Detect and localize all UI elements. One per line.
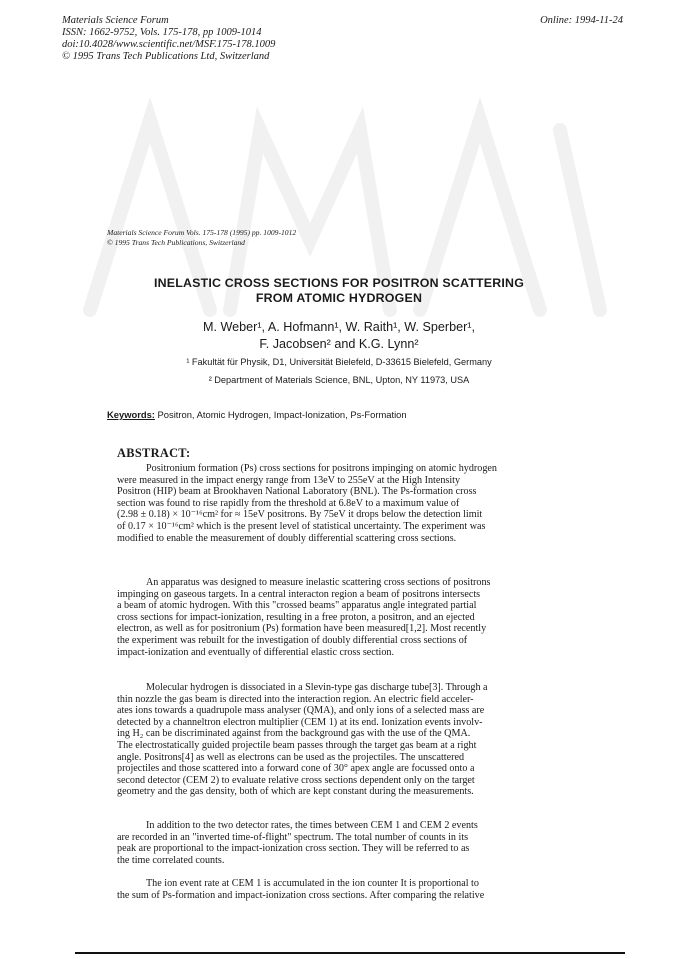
text-line: second detector (CEM 2) to evaluate relative cross sections dependent only on the target [117, 774, 475, 786]
body-paragraph-1 [117, 577, 529, 658]
text-line: Molecular hydrogen is dissociated in a Slevin-type gas discharge tube[3]. Through a [146, 682, 488, 693]
text-line: impact-ionization and eventually of differential elastic cross section. [117, 646, 395, 658]
text-line: are recorded in an "inverted time-of-flight" spectrum. The total number of counts in its [117, 831, 469, 843]
keywords-text: Positron, Atomic Hydrogen, Impact-Ionization, Ps-Formation [154, 409, 407, 420]
watermark [60, 60, 620, 360]
footer-rule [75, 952, 625, 954]
citation-line: © 1995 Trans Tech Publications, Switzerland [107, 238, 245, 247]
journal-copyright: © 1995 Trans Tech Publications Ltd, Switzerland [62, 51, 270, 62]
text-line: thin nozzle the gas beam is directed into the interaction region. An electric field acceler- [117, 693, 474, 705]
body-paragraph-3 [117, 820, 529, 866]
paper-title [0, 276, 678, 306]
text-line: the time correlated counts. [117, 854, 225, 866]
abstract-heading: ABSTRACT: [117, 446, 191, 460]
text-line: (2.98 ± 0.18) × 10⁻¹⁶cm² for ≈ 15eV positrons. By 75eV it drops below the detection limit [117, 509, 483, 521]
title-line: FROM ATOMIC HYDROGEN [255, 291, 423, 305]
text-line: modified to enable the measurement of doubly differential scattering cross sections. [117, 532, 457, 544]
affiliations [0, 353, 678, 389]
keywords [107, 409, 407, 420]
text-line: the experiment was rebuilt for the investigation of doubly differential cross sections of [117, 634, 468, 646]
journal-doi: doi:10.4028/www.scientific.net/MSF.175-178.1009 [62, 39, 276, 50]
text-line: Positron (HIP) beam at Brookhaven National Laboratory (BNL). The Ps-formation cross [117, 486, 477, 498]
body-paragraph-4 [117, 878, 529, 901]
text-line: cross sections for impact-ionization, resulting in a free proton, a positron, and an ejected [117, 611, 475, 623]
online-date: Online: 1994-11-24 [540, 15, 623, 26]
text-line: of 0.17 × 10⁻¹⁶cm² which is the present level of statistical uncertainty. The experiment was [117, 520, 486, 532]
author-list [0, 319, 678, 353]
abstract-text [117, 463, 529, 544]
text-line: An apparatus was designed to measure inelastic scattering cross sections of positrons [146, 577, 491, 588]
text-line: The ion event rate at CEM 1 is accumulated in the ion counter It is proportional to [146, 878, 479, 889]
text-line: detected by a channeltron electron multiplier (CEM 1) at its end. Ionization events involv- [117, 716, 483, 728]
text-line: In addition to the two detector rates, the times between CEM 1 and CEM 2 events [146, 820, 478, 831]
body-paragraph-2 [117, 682, 529, 798]
text-line: impinging on gaseous targets. In a central interacton region a beam of positrons intersects [117, 588, 481, 600]
text-line: peak are proportional to the impact-ionization cross section. They will be referred to as [117, 843, 470, 855]
title-line: INELASTIC CROSS SECTIONS FOR POSITRON SCATTERING [153, 276, 525, 290]
citation-line: Materials Science Forum Vols. 175-178 (1995) pp. 1009-1012 [107, 228, 297, 237]
text-line: geometry and the gas density, both of which are kept constant during the measurements. [117, 786, 474, 798]
text-line: electron, as well as for positronium (Ps) formation have been measured[1,2]. Most recently [117, 623, 487, 635]
text-line: The electrostatically guided projectile beam passes through the target gas beam at a right [117, 739, 477, 751]
keywords-label: Keywords: [107, 409, 155, 420]
text-line: were measured in the impact energy range from 13eV to 255eV at the High Intensity [117, 474, 461, 486]
citation-block [107, 228, 296, 248]
text-line: a beam of atomic hydrogen. With this "crossed beams" apparatus angle integrated partial [117, 600, 477, 612]
text-line: ing H₂ can be discriminated against from the background gas with the use of the QMA. [117, 728, 471, 740]
text-line: Positronium formation (Ps) cross sections for positrons impinging on atomic hydrogen [146, 463, 497, 474]
author-line: M. Weber¹, A. Hofmann¹, W. Raith¹, W. Sperber¹, [202, 320, 475, 334]
affiliation-line: ² Department of Materials Science, BNL, Upton, NY 11973, USA [208, 375, 470, 385]
affiliation-line: ¹ Fakultät für Physik, D1, Universität Bielefeld, D-33615 Bielefeld, Germany [186, 357, 492, 367]
journal-header [62, 15, 275, 63]
text-line: angle. Positrons[4] as well as electrons can be used as the projectiles. The unscattered [117, 751, 465, 763]
author-line: F. Jacobsen² and K.G. Lynn² [259, 337, 419, 351]
text-line: ates ions towards a quadrupole mass analyser (QMA), and only ions of a selected mass are [117, 705, 485, 717]
text-line: projectiles and those scattered into a forward cone of 30° apex angle are focussed onto a [117, 763, 475, 775]
journal-name: Materials Science Forum [62, 15, 169, 26]
text-line: section was found to rise rapidly from the threshold at 6.8eV to a maximum value of [117, 497, 460, 509]
journal-issn: ISSN: 1662-9752, Vols. 175-178, pp 1009-1014 [62, 27, 262, 38]
text-line: the sum of Ps-formation and impact-ionization cross sections. After comparing the relative [117, 889, 485, 901]
